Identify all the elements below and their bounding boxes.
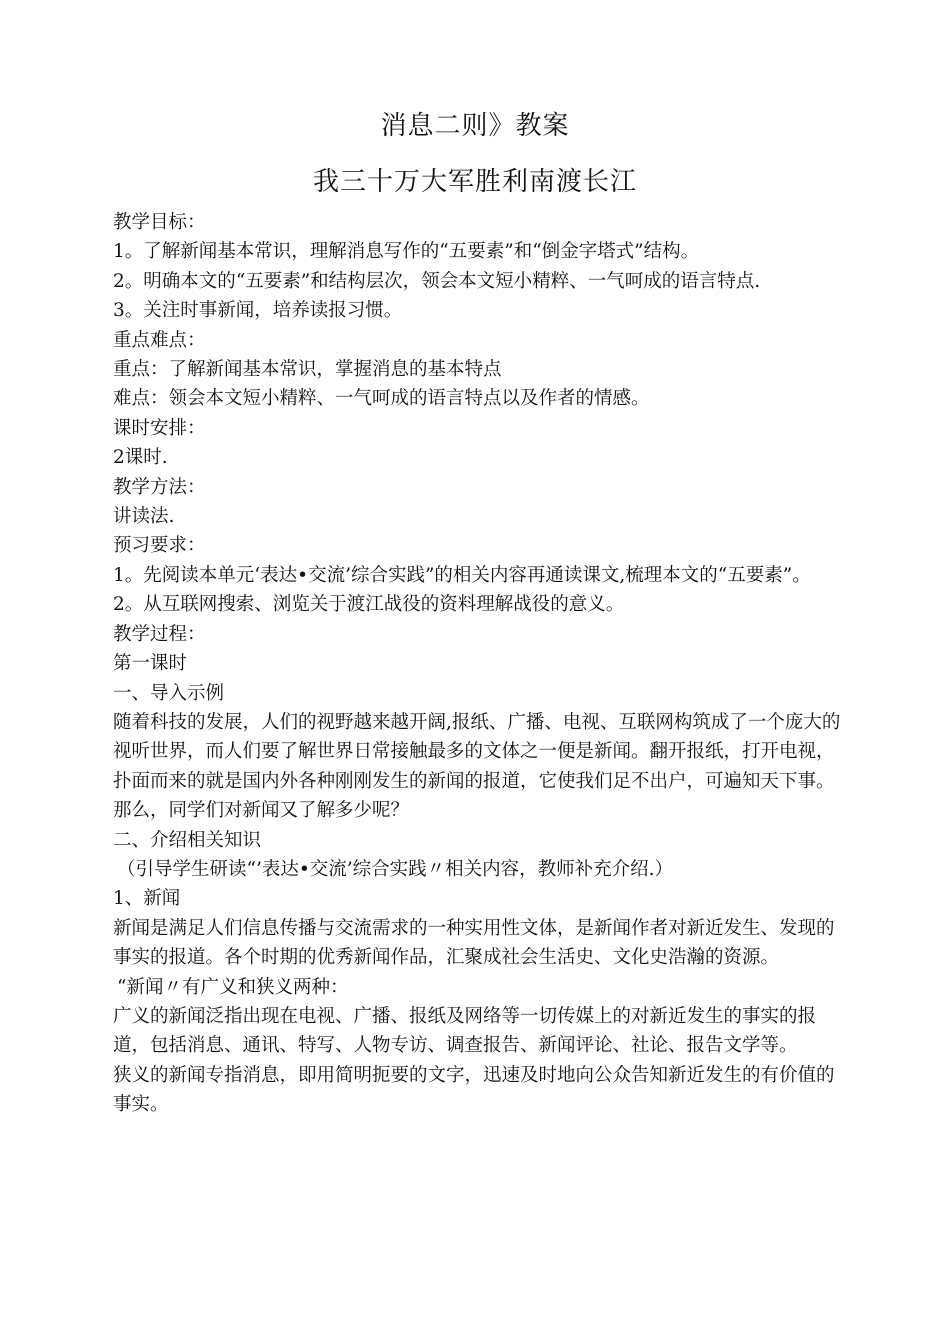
document-subtitle: 我三十万大军胜利南渡长江 (312, 167, 637, 197)
section-heading-process: 教学过程： (113, 623, 206, 645)
section-heading-objectives: 教学目标： (113, 212, 206, 233)
objective-item: 3。关注时事新闻，培养读报习惯。 (113, 300, 403, 322)
paragraph-note: （引导学生研读“’表达•交流’综合实践〃相关内容，教师补充介绍.） (117, 858, 674, 880)
paragraph-quote: “新闻〃有广义和狭义两种： (117, 976, 349, 998)
paragraph: 广义的新闻泛指出现在电视、广播、报纸及网络等一切传媒上的对新近发生的事实的报道，包括消息、通讯、特写、人物专访、调查报告、新闻评论、社论、报告文学等。 (113, 1005, 817, 1057)
paragraph: 狭义的新闻专指消息，即用简明扼要的文字，迅速及时地向公众告知新近发生的有价值的事实。 (113, 1064, 835, 1116)
preview-item: 2。从互联网搜索、浏览关于渡江战役的资料理解战役的意义。 (113, 594, 625, 616)
difficulty-item: 难点：领会本文短小精粹、一气呵成的语言特点以及作者的情感。 (113, 388, 650, 410)
section-heading-method: 教学方法： (113, 476, 206, 498)
schedule-value: 2课时. (113, 447, 168, 469)
paragraph: 随着科技的发展，人们的视野越来越开阔,报纸、广播、电视、互联网构筑成了一个庞大的视听世界，而人们要了解世界日常接触最多的文体之一便是新闻。翻开报纸，打开电视，扑面而来的就是国内外各种刚刚发生的新闻的报道，它使我们足不出户，可遍知天下事。那么，同学们对新闻又了解多少呢？ (113, 711, 841, 822)
subsection-heading: 二、介绍相关知识 (113, 829, 262, 851)
objective-item: 2。明确本文的“五要素”和结构层次，领会本文短小精粹、一气呵成的语言特点. (113, 270, 761, 292)
key-point-item: 重点：了解新闻基本常识，掌握消息的基本特点 (113, 359, 502, 381)
preview-item: 1。先阅读本单元‘表达•交流’综合实践”的相关内容再通读课文,梳理本文的“五要素”。 (113, 564, 811, 586)
lesson-heading: 第一课时 (113, 653, 188, 675)
method-value: 讲读法. (113, 506, 175, 528)
paragraph: 新闻是满足人们信息传播与交流需求的一种实用性文体，是新闻作者对新近发生、发现的事实的报道。各个时期的优秀新闻作品，汇聚成社会生活史、文化史浩瀚的资源。 (113, 917, 835, 969)
subsection-heading: 一、导入示例 (113, 682, 225, 704)
section-heading-preview: 预习要求： (113, 535, 206, 557)
objective-item: 1。了解新闻基本常识，理解消息写作的“五要素”和“倒金字塔式”结构。 (113, 241, 700, 263)
section-heading-key-points: 重点难点： (113, 329, 206, 351)
document-title: 消息二则》教案 (380, 111, 570, 141)
subsection-heading: 1、新闻 (113, 888, 181, 910)
section-heading-schedule: 课时安排： (113, 417, 206, 439)
document-body (113, 208, 843, 1120)
